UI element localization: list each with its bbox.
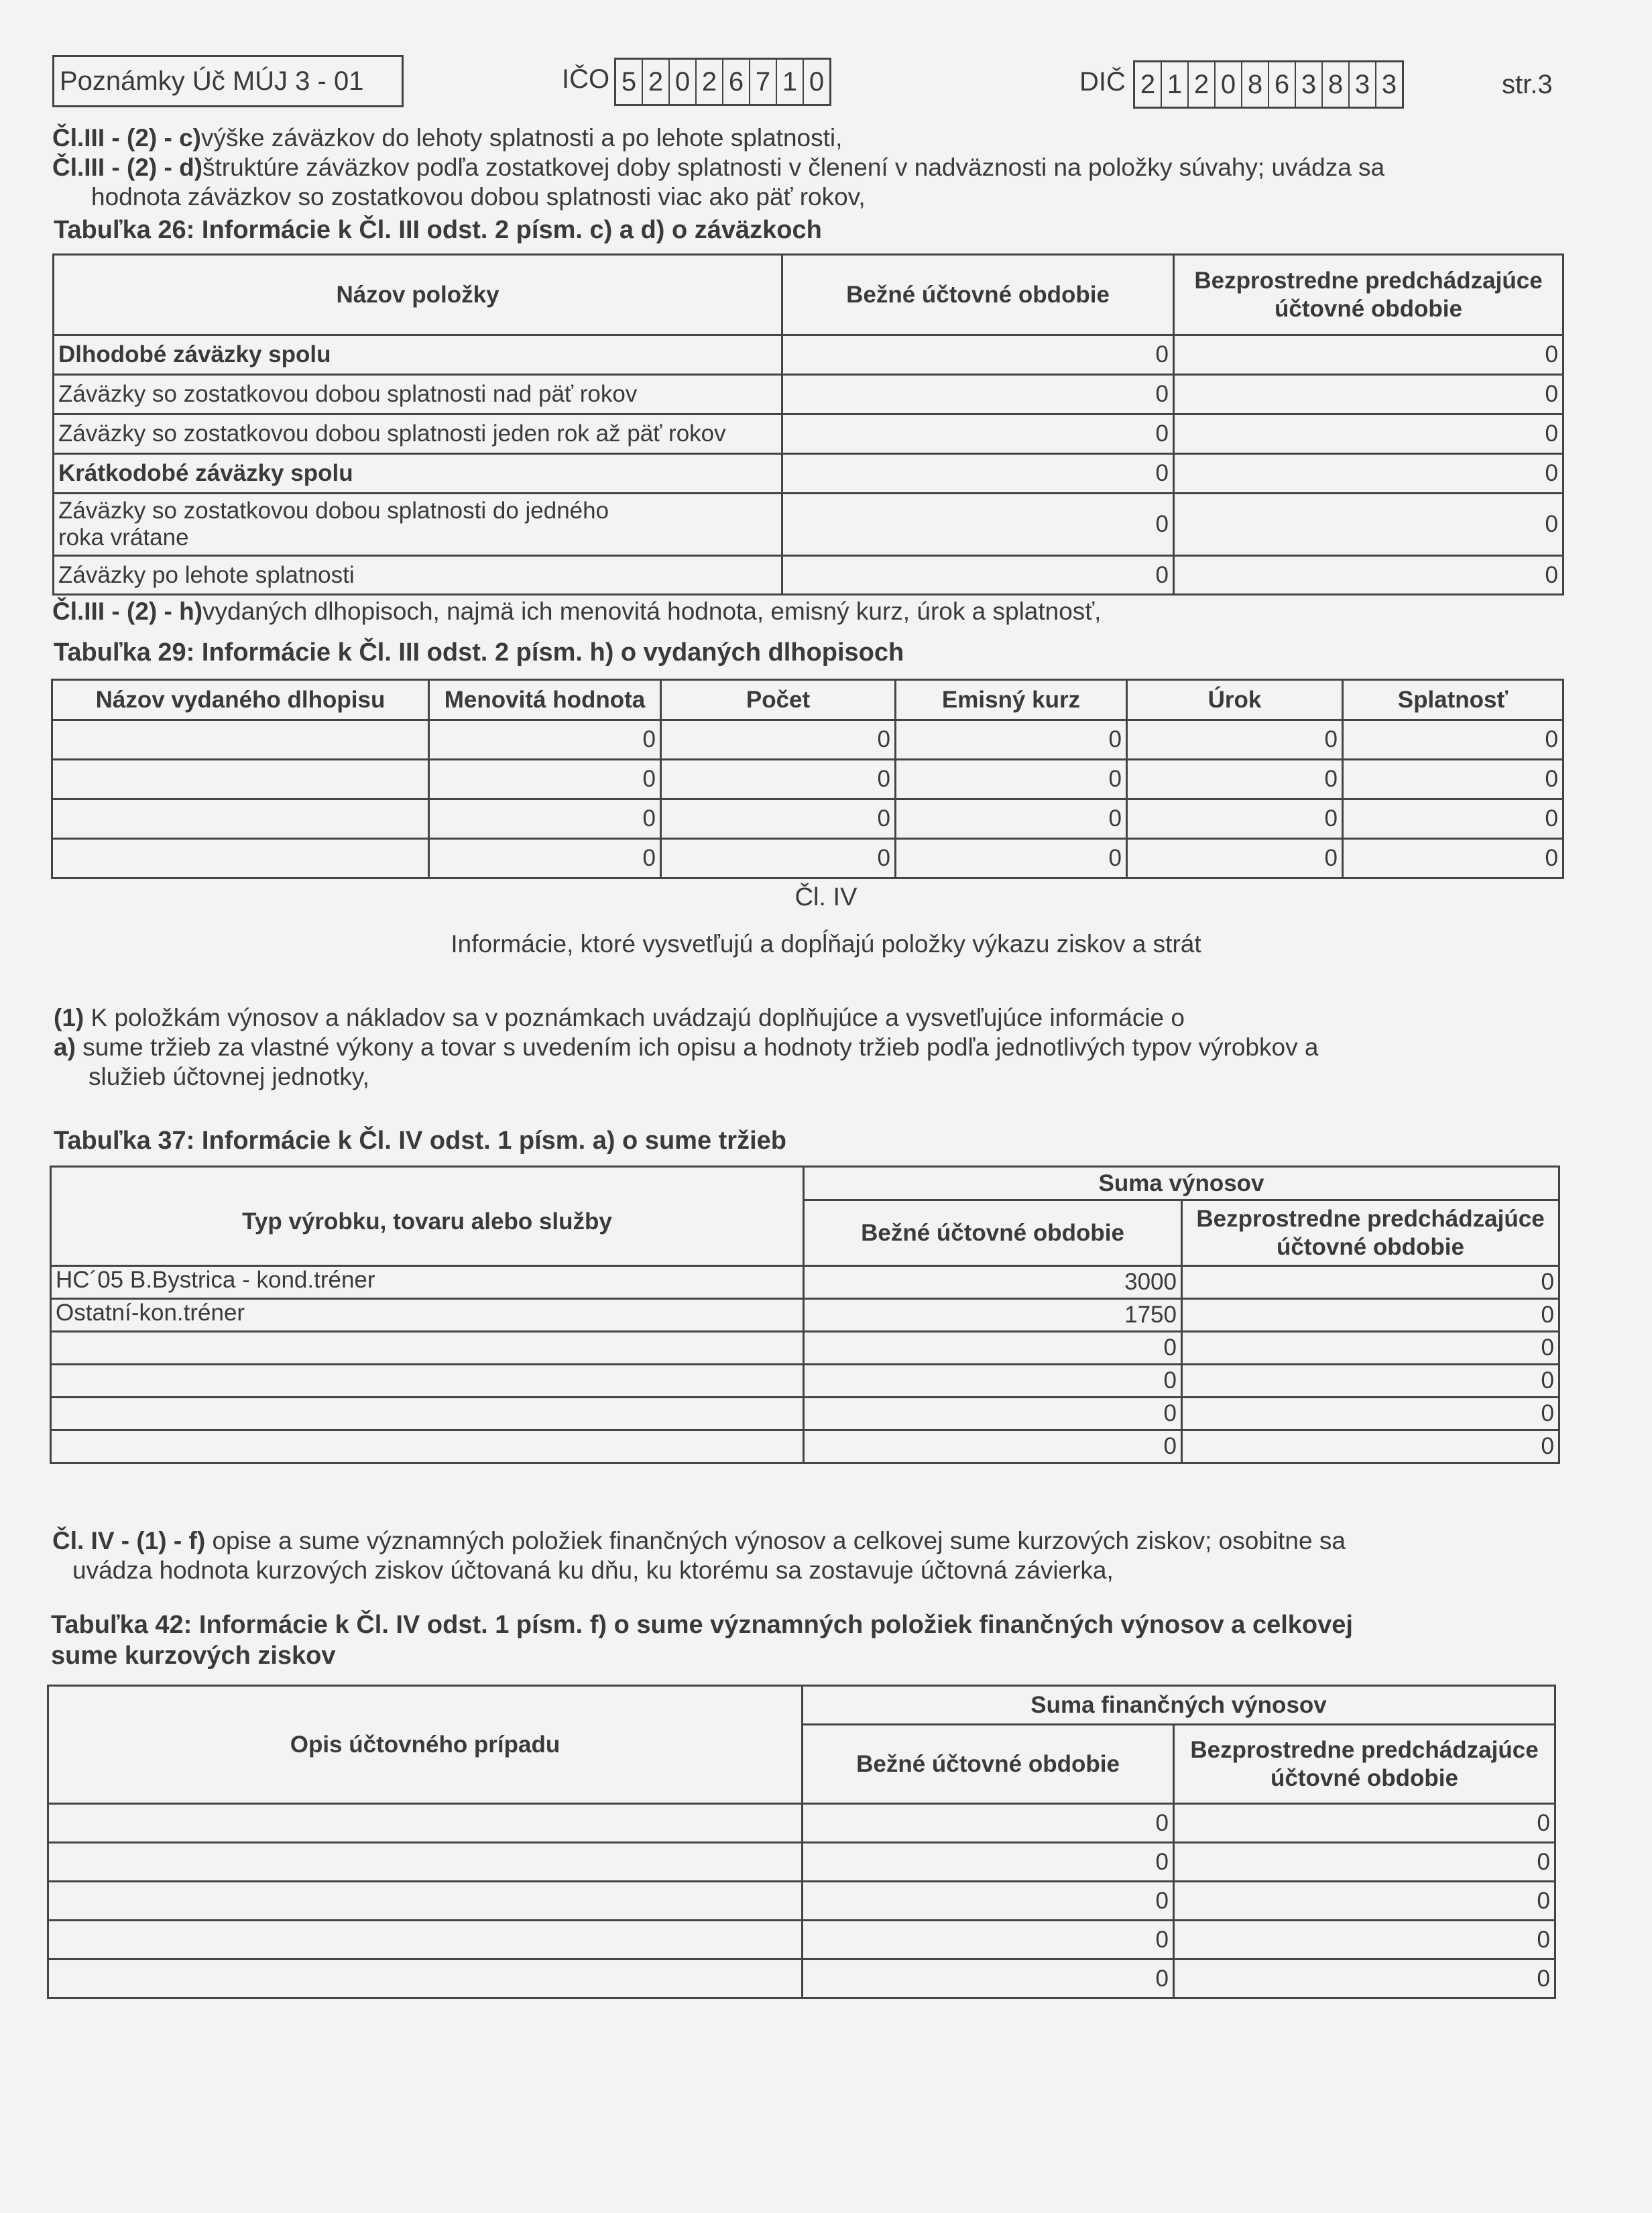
table42 bbox=[47, 1685, 1556, 1999]
clause-text: výške záväzkov do lehoty splatnosti a po lehote splatnosti, bbox=[201, 124, 843, 152]
ico-digit: 1 bbox=[777, 60, 804, 104]
current-value: 0 bbox=[803, 1804, 1174, 1843]
item-name bbox=[48, 1960, 803, 1998]
dic-digit: 3 bbox=[1350, 62, 1376, 107]
col-header: Opis účtovného prípadu bbox=[48, 1686, 803, 1804]
clause-text: opise a sume významných položiek finančných výnosov a celkovej sume kurzových ziskov; osobitne sa bbox=[212, 1527, 1346, 1554]
count: 0 bbox=[661, 720, 896, 760]
previous-value: 0 bbox=[1174, 556, 1564, 595]
section-iv-heading: Čl. IV bbox=[794, 883, 858, 911]
current-value: 1750 bbox=[804, 1299, 1182, 1332]
item-name: Záväzky so zostatkovou dobou splatnosti do jedného roka vrátane bbox=[54, 494, 782, 556]
ico-label: IČO bbox=[562, 64, 610, 94]
table42-title-line: sume kurzových ziskov bbox=[51, 1642, 336, 1670]
group-header: Suma finančných výnosov bbox=[803, 1686, 1555, 1725]
ico-digit: 0 bbox=[670, 60, 697, 104]
section-iv-subheading: Informácie, ktoré vysvetľujú a dopĺňajú položky výkazu ziskov a strát bbox=[451, 930, 1201, 958]
item-name: HC´05 B.Bystrica - kond.tréner bbox=[51, 1266, 804, 1299]
current-value: 0 bbox=[804, 1332, 1182, 1365]
table-row bbox=[51, 1299, 1559, 1332]
dic-label: DIČ bbox=[1079, 67, 1126, 97]
previous-value: 0 bbox=[1174, 1960, 1555, 1998]
item-name bbox=[48, 1921, 803, 1960]
col-header: Bežné účtovné obdobie bbox=[804, 1200, 1182, 1266]
count: 0 bbox=[661, 799, 896, 839]
clause-h bbox=[52, 597, 1101, 626]
ico-digit: 0 bbox=[809, 67, 825, 97]
item-name: Záväzky po lehote splatnosti bbox=[54, 556, 782, 595]
item-name: Ostatní-kon.tréner bbox=[51, 1299, 804, 1332]
current-value: 0 bbox=[804, 1365, 1182, 1398]
table-row bbox=[52, 839, 1564, 878]
table-row bbox=[54, 414, 1564, 454]
table-row bbox=[51, 1430, 1559, 1463]
item-name bbox=[48, 1843, 803, 1882]
previous-value: 0 bbox=[1174, 1882, 1555, 1921]
table29 bbox=[51, 679, 1564, 879]
table-row bbox=[48, 1882, 1555, 1921]
col-header: Bežné účtovné obdobie bbox=[803, 1725, 1174, 1804]
table-row bbox=[52, 799, 1564, 839]
dic-digit: 8 bbox=[1323, 62, 1350, 107]
item-name bbox=[48, 1804, 803, 1843]
ico-digit: 6 bbox=[723, 60, 750, 104]
table-row bbox=[54, 556, 1564, 595]
col-header: Úrok bbox=[1127, 680, 1343, 720]
nominal-value: 0 bbox=[429, 720, 661, 760]
bond-name bbox=[52, 799, 429, 839]
col-header: Splatnosť bbox=[1343, 680, 1564, 720]
col-header: Emisný kurz bbox=[896, 680, 1127, 720]
issue-rate: 0 bbox=[896, 839, 1127, 878]
interest: 0 bbox=[1127, 720, 1343, 760]
item-name bbox=[51, 1365, 804, 1398]
count: 0 bbox=[661, 839, 896, 878]
paragraph-text-cont: služieb účtovnej jednotky, bbox=[88, 1063, 369, 1090]
clause-ref: Čl. IV - (1) - f) bbox=[52, 1527, 206, 1554]
paragraph-text: sume tržieb za vlastné výkony a tovar s uvedením ich opisu a hodnoty tržieb podľa jednotlivých typov výrobkov a bbox=[82, 1033, 1319, 1061]
col-header: Názov vydaného dlhopisu bbox=[52, 680, 429, 720]
table-row bbox=[51, 1266, 1559, 1299]
current-value: 3000 bbox=[804, 1266, 1182, 1299]
ico-digit: 7 bbox=[750, 60, 777, 104]
page-number: str.3 bbox=[1502, 70, 1553, 99]
clause-text-cont: hodnota záväzkov so zostatkovou dobou splatnosti viac ako päť rokov, bbox=[91, 183, 866, 211]
bond-name bbox=[52, 760, 429, 799]
nominal-value: 0 bbox=[429, 760, 661, 799]
item-name: Dlhodobé záväzky spolu bbox=[54, 335, 782, 375]
previous-value: 0 bbox=[1182, 1398, 1559, 1430]
col-header: Bezprostredne predchádzajúce účtovné obdobie bbox=[1182, 1200, 1559, 1266]
table-row bbox=[48, 1921, 1555, 1960]
paragraph-text: K položkám výnosov a nákladov sa v poznámkach uvádzajú doplňujúce a vysvetľujúce informácie o bbox=[91, 1004, 1185, 1031]
clause-text: vydaných dlhopisoch, najmä ich menovitá hodnota, emisný kurz, úrok a splatnosť, bbox=[202, 598, 1102, 625]
clause-text-cont: uvádza hodnota kurzových ziskov účtovaná ku dňu, ku ktorému sa zostavuje účtovná závierka, bbox=[72, 1556, 1114, 1584]
previous-value: 0 bbox=[1174, 414, 1564, 454]
clause-ref: Čl.III - (2) - c) bbox=[52, 124, 201, 152]
current-value: 0 bbox=[803, 1882, 1174, 1921]
section-iv-text bbox=[54, 1003, 1596, 1092]
table-row bbox=[48, 1804, 1555, 1843]
ico-digit: 5 bbox=[616, 60, 643, 104]
dic-digit: 1 bbox=[1162, 62, 1189, 107]
table-row bbox=[51, 1398, 1559, 1430]
table-row bbox=[48, 1843, 1555, 1882]
table37-title: Tabuľka 37: Informácie k Čl. IV odst. 1 písm. a) o sume tržieb bbox=[54, 1127, 787, 1155]
nominal-value: 0 bbox=[429, 839, 661, 878]
col-header: Typ výrobku, tovaru alebo služby bbox=[51, 1167, 804, 1266]
maturity: 0 bbox=[1343, 839, 1564, 878]
maturity: 0 bbox=[1343, 760, 1564, 799]
previous-value: 0 bbox=[1182, 1365, 1559, 1398]
item-name bbox=[51, 1430, 804, 1463]
item-name: Záväzky so zostatkovou dobou splatnosti jeden rok až päť rokov bbox=[54, 414, 782, 454]
current-value: 0 bbox=[782, 454, 1174, 494]
bond-name bbox=[52, 839, 429, 878]
clause-ref: Čl.III - (2) - h) bbox=[52, 598, 203, 625]
table-row bbox=[54, 454, 1564, 494]
previous-value: 0 bbox=[1182, 1266, 1559, 1299]
maturity: 0 bbox=[1343, 720, 1564, 760]
issue-rate: 0 bbox=[896, 760, 1127, 799]
maturity: 0 bbox=[1343, 799, 1564, 839]
table26-title: Tabuľka 26: Informácie k Čl. III odst. 2 písm. c) a d) o záväzkoch bbox=[54, 216, 822, 244]
current-value: 0 bbox=[803, 1921, 1174, 1960]
previous-value: 0 bbox=[1182, 1299, 1559, 1332]
interest: 0 bbox=[1127, 839, 1343, 878]
current-value: 0 bbox=[782, 556, 1174, 595]
issue-rate: 0 bbox=[896, 720, 1127, 760]
dic-digit: 2 bbox=[1135, 62, 1162, 107]
clause-text: štruktúre záväzkov podľa zostatkovej doby splatnosti v členení v nadväznosti na položky súvahy; uvádza sa bbox=[202, 154, 1385, 181]
table-row bbox=[54, 494, 1564, 556]
ico-field bbox=[614, 58, 831, 106]
clause-f bbox=[52, 1526, 1594, 1585]
previous-value: 0 bbox=[1174, 335, 1564, 375]
current-value: 0 bbox=[782, 375, 1174, 414]
table-row bbox=[51, 1365, 1559, 1398]
previous-value: 0 bbox=[1174, 375, 1564, 414]
dic-digit: 2 bbox=[1189, 62, 1216, 107]
current-value: 0 bbox=[782, 335, 1174, 375]
table-row bbox=[52, 760, 1564, 799]
previous-value: 0 bbox=[1182, 1332, 1559, 1365]
interest: 0 bbox=[1127, 799, 1343, 839]
col-header: Bežné účtovné obdobie bbox=[782, 255, 1174, 335]
dic-digit: 0 bbox=[1216, 62, 1242, 107]
current-value: 0 bbox=[804, 1430, 1182, 1463]
item-name bbox=[51, 1332, 804, 1365]
dic-digit: 6 bbox=[1269, 62, 1296, 107]
paragraph-ref: a) bbox=[54, 1033, 76, 1061]
group-header: Suma výnosov bbox=[804, 1167, 1559, 1200]
table42-title bbox=[51, 1609, 1353, 1671]
current-value: 0 bbox=[804, 1398, 1182, 1430]
col-header: Bezprostredne predchádzajúce účtovné obdobie bbox=[1174, 255, 1564, 335]
previous-value: 0 bbox=[1174, 1804, 1555, 1843]
item-name: Záväzky so zostatkovou dobou splatnosti nad päť rokov bbox=[54, 375, 782, 414]
ico-digit: 2 bbox=[697, 60, 723, 104]
dic-field bbox=[1133, 60, 1404, 109]
col-header: Počet bbox=[661, 680, 896, 720]
previous-value: 0 bbox=[1174, 494, 1564, 556]
table-row bbox=[48, 1960, 1555, 1998]
dic-digit: 3 bbox=[1296, 62, 1323, 107]
table-row bbox=[54, 335, 1564, 375]
dic-digit: 3 bbox=[1381, 70, 1397, 99]
table42-title-line: Tabuľka 42: Informácie k Čl. IV odst. 1 písm. f) o sume významných položiek finančných výnosov a celkovej bbox=[51, 1611, 1353, 1639]
current-value: 0 bbox=[803, 1843, 1174, 1882]
current-value: 0 bbox=[782, 414, 1174, 454]
table26 bbox=[52, 253, 1564, 595]
bond-name bbox=[52, 720, 429, 760]
interest: 0 bbox=[1127, 760, 1343, 799]
dic-digit: 8 bbox=[1242, 62, 1269, 107]
previous-value: 0 bbox=[1174, 454, 1564, 494]
form-title: Poznámky Úč MÚJ 3 - 01 bbox=[52, 55, 404, 107]
previous-value: 0 bbox=[1174, 1921, 1555, 1960]
ico-digit: 2 bbox=[643, 60, 670, 104]
intro-text bbox=[52, 123, 1594, 212]
col-header: Bezprostredne predchádzajúce účtovné obdobie bbox=[1174, 1725, 1555, 1804]
paragraph-ref: (1) bbox=[54, 1004, 84, 1031]
nominal-value: 0 bbox=[429, 799, 661, 839]
table-row bbox=[54, 375, 1564, 414]
previous-value: 0 bbox=[1182, 1430, 1559, 1463]
table29-title: Tabuľka 29: Informácie k Čl. III odst. 2 písm. h) o vydaných dlhopisoch bbox=[54, 638, 904, 667]
table-row bbox=[52, 720, 1564, 760]
current-value: 0 bbox=[803, 1960, 1174, 1998]
table-row bbox=[51, 1332, 1559, 1365]
item-name bbox=[48, 1882, 803, 1921]
count: 0 bbox=[661, 760, 896, 799]
current-value: 0 bbox=[782, 494, 1174, 556]
table37 bbox=[50, 1166, 1560, 1464]
col-header: Menovitá hodnota bbox=[429, 680, 661, 720]
issue-rate: 0 bbox=[896, 799, 1127, 839]
col-header: Názov položky bbox=[54, 255, 782, 335]
item-name bbox=[51, 1398, 804, 1430]
clause-ref: Čl.III - (2) - d) bbox=[52, 154, 203, 181]
item-name: Krátkodobé záväzky spolu bbox=[54, 454, 782, 494]
previous-value: 0 bbox=[1174, 1843, 1555, 1882]
